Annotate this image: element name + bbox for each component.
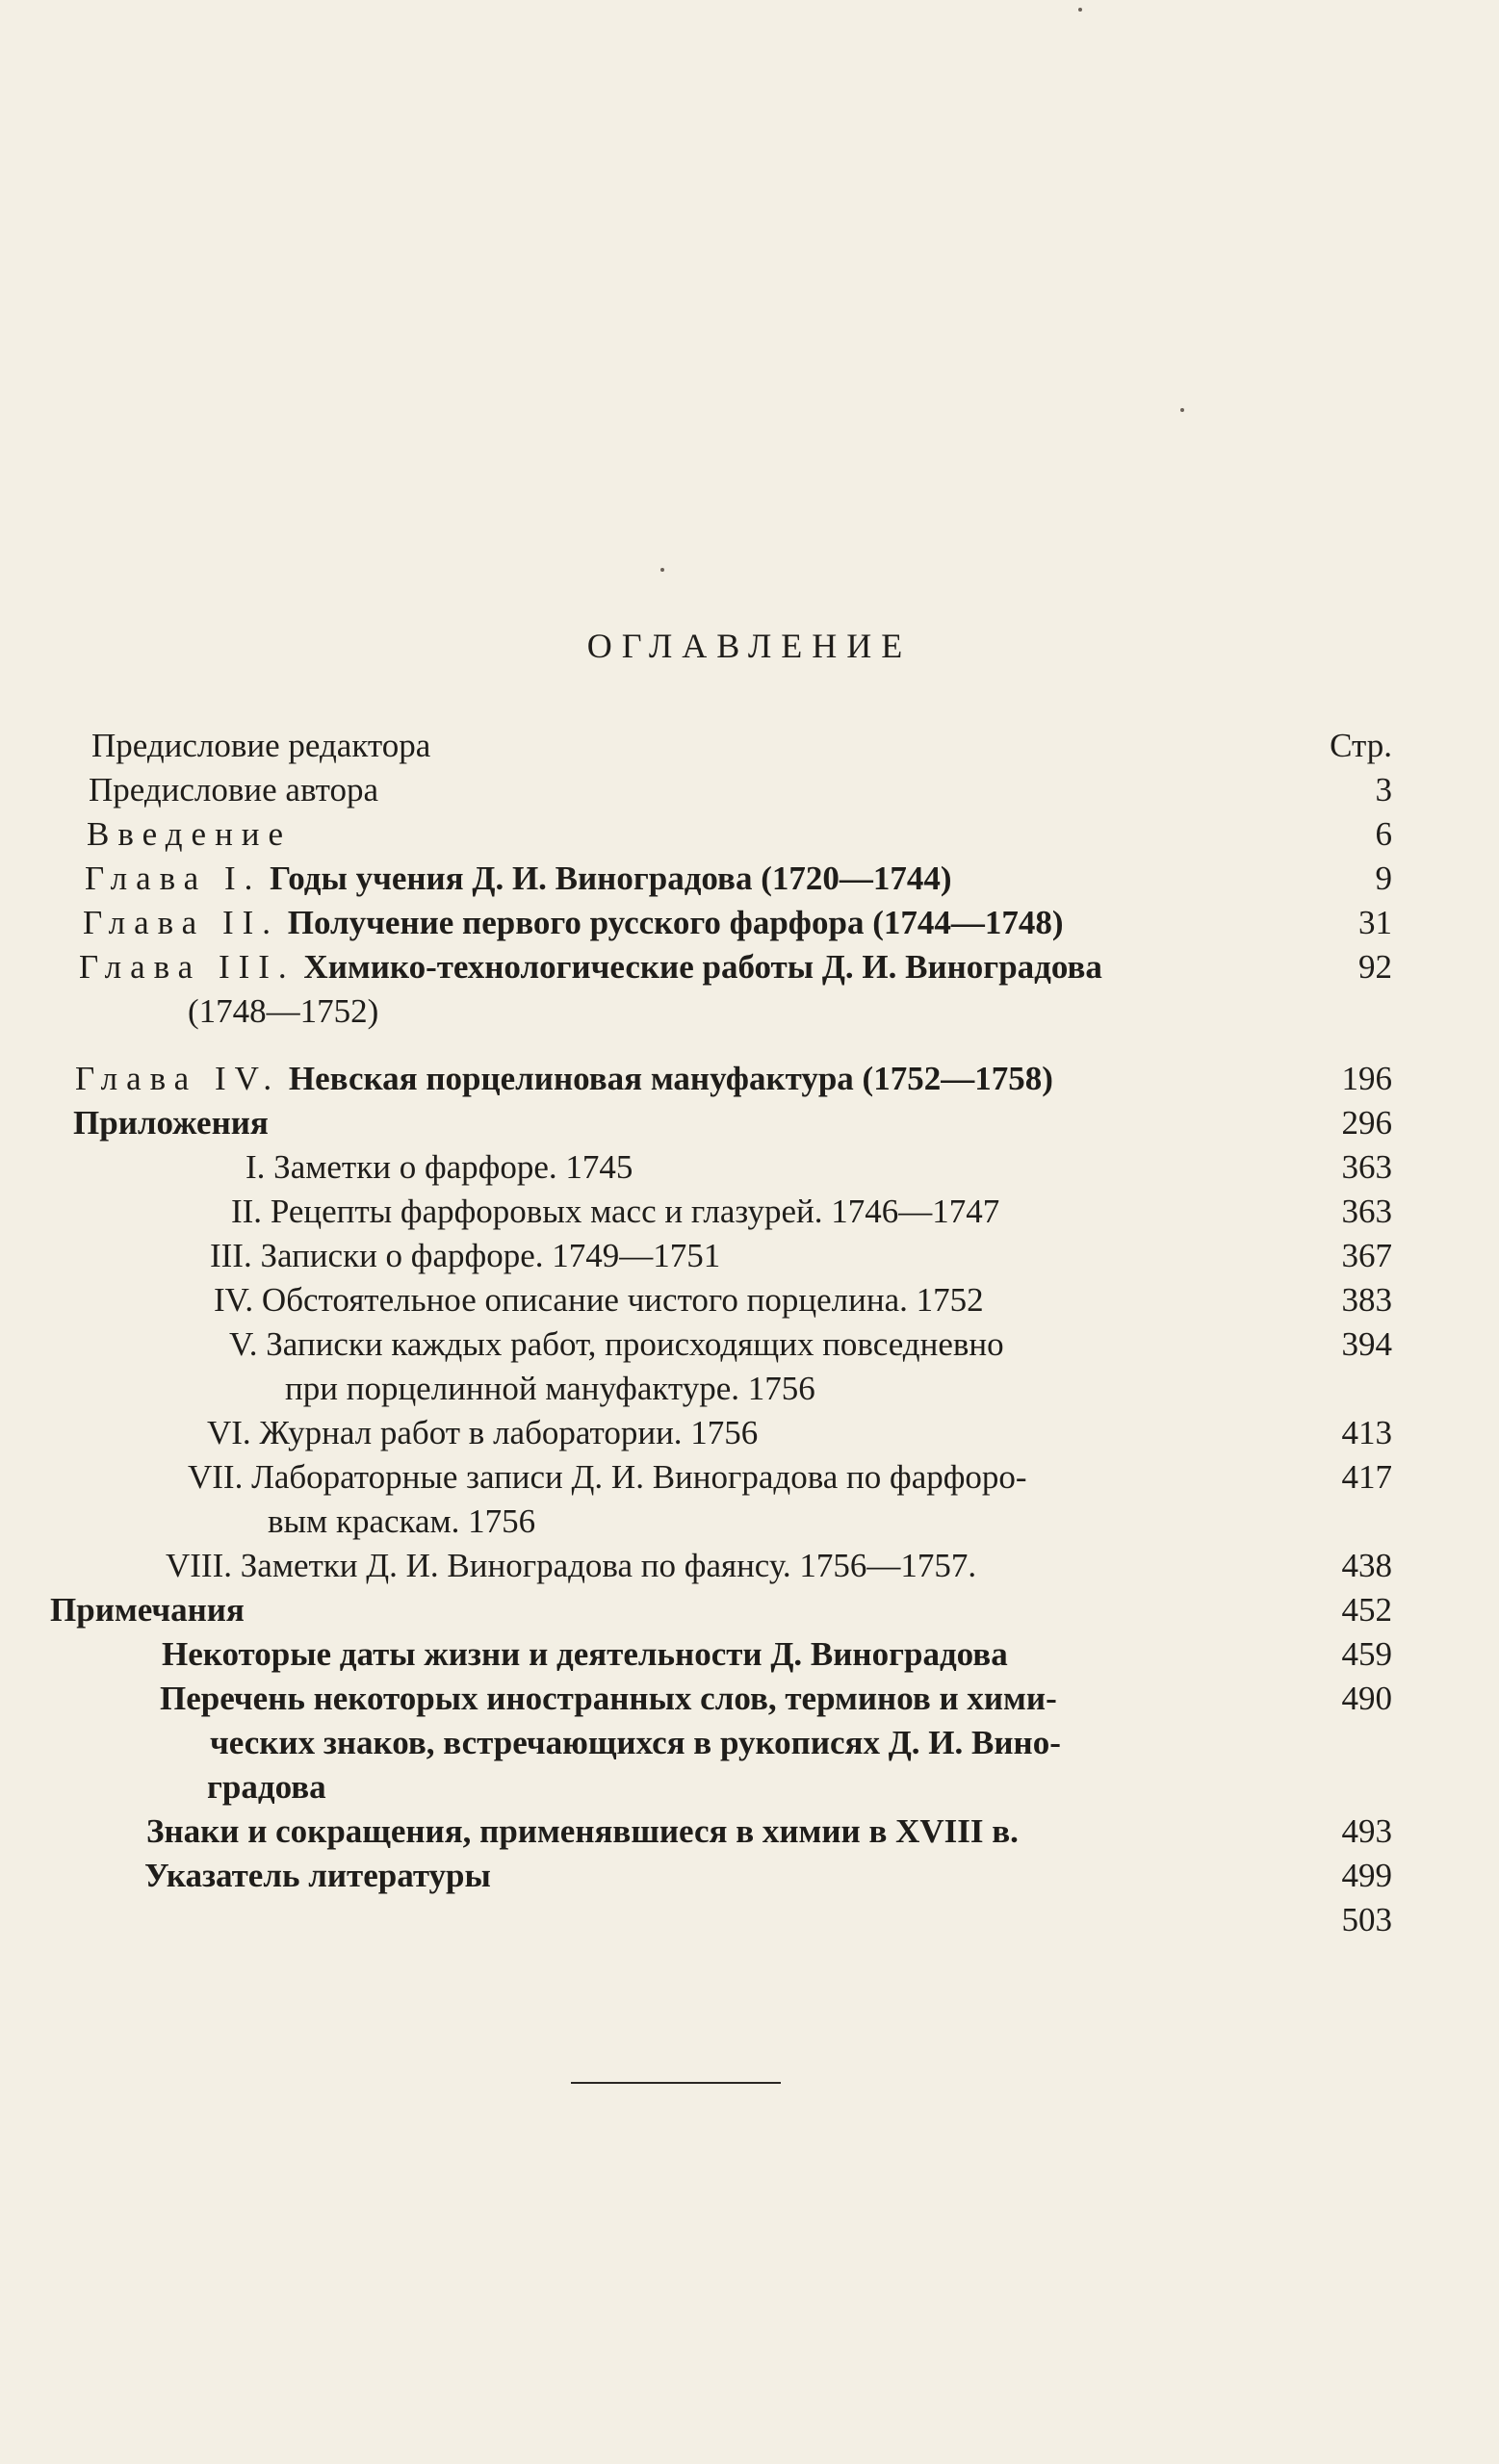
- toc-entry-title: Рецепты фарфоровых масс и глазурей. 1746—1747: [270, 1193, 1000, 1230]
- toc-entry-title: Получение первого русского фарфора (1744—1748): [287, 904, 1064, 941]
- toc-entry[interactable]: [246, 1145, 633, 1190]
- dot-leader: [1179, 1278, 1252, 1322]
- dot-leader: [327, 1101, 1280, 1145]
- toc-entry-prefix: Глава I.: [85, 860, 262, 897]
- toc-entry-continuation: [210, 1721, 1061, 1765]
- toc-entry[interactable]: [188, 1455, 1027, 1500]
- toc-entry-prefix: V.: [229, 1325, 258, 1363]
- toc-entry-title: Обстоятельное описание чистого порцелина. 1752: [261, 1281, 984, 1319]
- toc-entry[interactable]: [214, 1278, 984, 1322]
- closing-rule: [571, 2082, 781, 2084]
- toc-entry[interactable]: [146, 1810, 1019, 1854]
- paper-speck: [1180, 408, 1184, 412]
- toc-entry-title: Заметки о фарфоре. 1745: [273, 1148, 633, 1186]
- toc-page-number: 367: [1341, 1237, 1392, 1274]
- toc-page-number: 31: [1358, 904, 1392, 941]
- toc-entry-title: Знаки и сокращения, применявшиеся в химии в XVIII в.: [146, 1812, 1019, 1850]
- toc-entry-title: Предисловие редактора: [91, 727, 431, 764]
- toc-entry-title: Записки о фарфоре. 1749—1751: [260, 1237, 721, 1274]
- toc-entry-prefix: VII.: [188, 1458, 244, 1496]
- toc-entry[interactable]: [231, 1190, 999, 1234]
- toc-page-number: 9: [1375, 860, 1392, 897]
- toc-page-number: 413: [1341, 1414, 1392, 1451]
- page-title: ОГЛАВЛЕНИЕ: [586, 627, 913, 665]
- toc-page-number: 196: [1341, 1060, 1392, 1097]
- toc-page-number: 490: [1341, 1680, 1392, 1717]
- dot-leader: [857, 1367, 1242, 1411]
- toc-page-number: 92: [1358, 948, 1392, 986]
- toc-entry[interactable]: [229, 1322, 1004, 1367]
- toc-entry-continuation: [188, 989, 378, 1034]
- toc-page-number: 3: [1375, 771, 1392, 808]
- toc-entry-prefix: IV.: [214, 1281, 254, 1319]
- toc-page-number: 503: [1341, 1901, 1392, 1938]
- toc-entry-prefix: VIII.: [166, 1547, 232, 1584]
- toc-entry-title: Химико-технологические работы Д. И. Виноградова: [303, 948, 1102, 986]
- toc-entry-title: Лабораторные записи Д. И. Виноградова по фарфоро-: [251, 1458, 1027, 1496]
- toc-entry-title: при порцелинной мануфактуре. 1756: [285, 1370, 815, 1407]
- toc-page-number: 452: [1341, 1591, 1392, 1629]
- toc-entry-prefix: II.: [231, 1193, 263, 1230]
- dot-leader: [351, 812, 1290, 857]
- toc-entry-title: Перечень некоторых иностранных слов, терминов и хими-: [160, 1680, 1057, 1717]
- dot-leader: [794, 1411, 1237, 1455]
- page-column-label: Стр.: [1330, 727, 1392, 764]
- dot-leader: [732, 1145, 1271, 1190]
- toc-entry-title: Журнал работ в лаборатории. 1756: [259, 1414, 759, 1451]
- dot-leader: [395, 989, 1261, 1034]
- toc-entry-title: ческих знаков, встречающихся в рукописях Д. И. Вино-: [210, 1724, 1061, 1761]
- toc-entry-prefix: Глава III.: [79, 948, 296, 986]
- toc-entry[interactable]: [91, 724, 430, 768]
- dot-leader: [1184, 1190, 1261, 1234]
- toc-entry-prefix: I.: [246, 1148, 266, 1186]
- toc-page-number: 394: [1341, 1325, 1392, 1363]
- toc-page-number: 459: [1341, 1635, 1392, 1673]
- toc-entry[interactable]: [79, 945, 1102, 989]
- toc-entry[interactable]: [87, 812, 292, 857]
- paper-speck: [1078, 8, 1082, 12]
- dot-leader: [655, 1500, 1232, 1544]
- toc-entry[interactable]: [89, 768, 378, 812]
- toc-entry-continuation: [268, 1500, 535, 1544]
- toc-page-number: 363: [1341, 1148, 1392, 1186]
- toc-page-number: 363: [1341, 1193, 1392, 1230]
- toc-entry[interactable]: [85, 857, 952, 901]
- toc-entry-title: Предисловие автора: [89, 771, 378, 808]
- toc-page-number: 6: [1375, 815, 1392, 853]
- toc-entry[interactable]: [207, 1411, 758, 1455]
- toc-page-number: 296: [1341, 1104, 1392, 1142]
- toc-entry[interactable]: [166, 1544, 976, 1588]
- toc-page-number: 499: [1341, 1857, 1392, 1894]
- toc-entry-prefix: III.: [210, 1237, 252, 1274]
- dot-leader: [472, 768, 1290, 812]
- toc-page-number: 383: [1341, 1281, 1392, 1319]
- dot-leader: [539, 724, 1290, 768]
- toc-entry-continuation: [207, 1765, 326, 1810]
- dot-leader: [375, 1765, 1223, 1810]
- toc-entry-continuation: [285, 1367, 815, 1411]
- dot-leader: [616, 1898, 1223, 1942]
- toc-entry[interactable]: [73, 1101, 269, 1145]
- toc-entry-title: Введение: [87, 815, 293, 853]
- toc-entry[interactable]: [50, 1588, 245, 1632]
- toc-page-number: 438: [1341, 1547, 1392, 1584]
- toc-entry-title: градова: [207, 1768, 326, 1806]
- toc-page-number: 417: [1341, 1458, 1392, 1496]
- dot-leader: [587, 1854, 1223, 1898]
- toc-entry[interactable]: [160, 1677, 1057, 1721]
- toc-entry[interactable]: [75, 1057, 1053, 1101]
- toc-entry-title: Невская порцелиновая мануфактура (1752—1758): [288, 1060, 1053, 1097]
- toc-entry[interactable]: [210, 1234, 720, 1278]
- toc-entry-title: Заметки Д. И. Виноградова по фаянсу. 1756—1757.: [240, 1547, 977, 1584]
- toc-entry-title: Годы учения Д. И. Виноградова (1720—1744): [270, 860, 952, 897]
- toc-entry[interactable]: [144, 1854, 491, 1898]
- toc-entry-title: вым краскам. 1756: [268, 1502, 536, 1540]
- toc-entry-title: Приложения: [73, 1104, 269, 1142]
- paper-speck: [660, 568, 664, 572]
- dot-leader: [847, 1234, 1252, 1278]
- toc-entry-title: Некоторые даты жизни и деятельности Д. Виноградова: [162, 1635, 1008, 1673]
- toc-entry-title: Указатель литературы: [144, 1857, 491, 1894]
- toc-entry-prefix: Глава II.: [83, 904, 280, 941]
- toc-entry[interactable]: [83, 901, 1064, 945]
- toc-entry-title: (1748—1752): [188, 992, 379, 1030]
- dot-leader: [298, 1588, 1232, 1632]
- toc-page-number: 493: [1341, 1812, 1392, 1850]
- toc-entry-prefix: Глава IV.: [75, 1060, 281, 1097]
- toc-entry-title: Записки каждых работ, происходящих повседневно: [266, 1325, 1004, 1363]
- toc-entry[interactable]: [162, 1632, 1008, 1677]
- toc-entry-title: Примечания: [50, 1591, 245, 1629]
- dot-leader: [1165, 857, 1290, 901]
- toc-entry-prefix: VI.: [207, 1414, 251, 1451]
